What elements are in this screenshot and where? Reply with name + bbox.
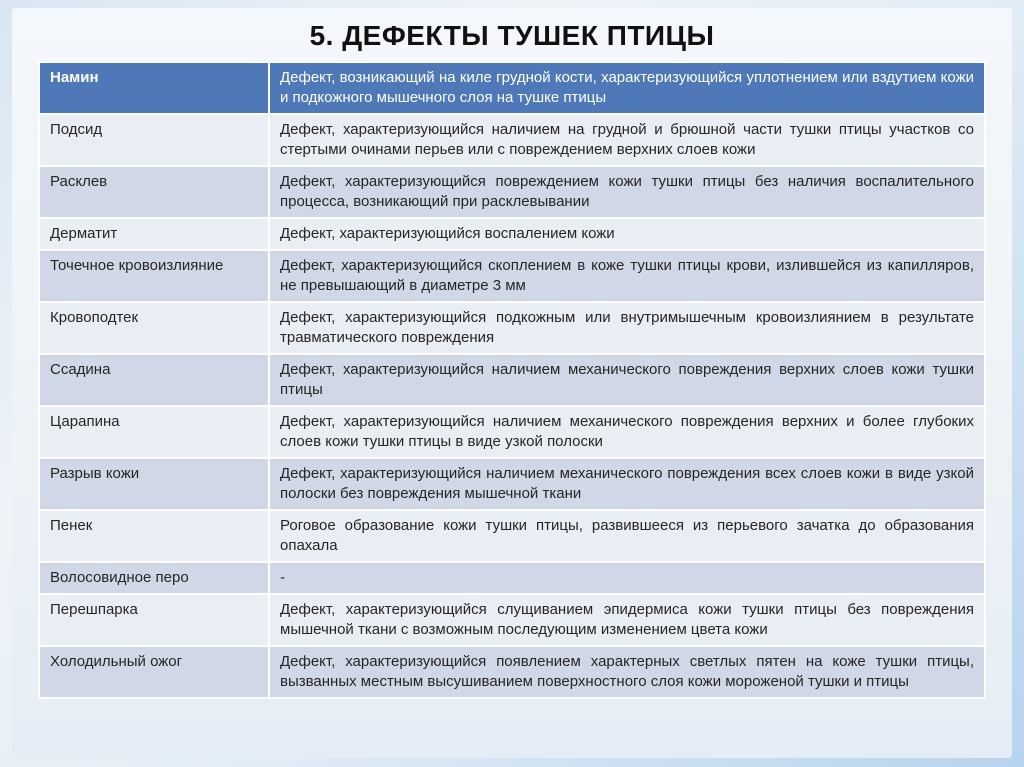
table-row (39, 594, 985, 646)
defect-description-cell: Дефект, характеризующийся наличием на грудной и брюшной части тушки птицы участков со стертыми очинами перьев или с повреждением верхних слоев кожи (269, 114, 985, 166)
defect-description-cell: Дефект, характеризующийся появлением характерных светлых пятен на коже тушки птицы, вызванных местным высушиванием поверхностного слоя кожи мороженой тушки и птицы (269, 646, 985, 698)
defect-description-cell: Роговое образование кожи тушки птицы, развившееся из перьевого зачатка до образования опахала (269, 510, 985, 562)
defect-name-cell: Царапина (39, 406, 269, 458)
defect-description-cell: Дефект, характеризующийся повреждением кожи тушки птицы без наличия воспалительного процесса, возникающий при расклевывании (269, 166, 985, 218)
table-row (39, 166, 985, 218)
defects-table-body (39, 62, 985, 698)
table-row (39, 250, 985, 302)
defect-description-cell: - (269, 562, 985, 594)
defect-description-cell: Дефект, возникающий на киле грудной кости, характеризующийся уплотнением или вздутием кожи и подкожного мышечного слоя на тушке птицы (269, 62, 985, 114)
defect-description-cell: Дефект, характеризующийся подкожным или внутримышечным кровоизлиянием в результате травматического повреждения (269, 302, 985, 354)
defect-name-cell: Ссадина (39, 354, 269, 406)
defect-description-cell: Дефект, характеризующийся наличием механического повреждения верхних слоев кожи тушки птицы (269, 354, 985, 406)
defect-name-cell: Намин (39, 62, 269, 114)
defect-description-cell: Дефект, характеризующийся наличием механического повреждения верхних и более глубоких слоев кожи тушки птицы в виде узкой полоски (269, 406, 985, 458)
table-row (39, 114, 985, 166)
table-row (39, 646, 985, 698)
defect-name-cell: Холодильный ожог (39, 646, 269, 698)
defect-name-cell: Волосовидное перо (39, 562, 269, 594)
table-row (39, 458, 985, 510)
defect-name-cell: Дерматит (39, 218, 269, 250)
defects-table (38, 61, 986, 699)
table-row (39, 406, 985, 458)
table-row (39, 354, 985, 406)
table-header-row (39, 62, 985, 114)
defect-description-cell: Дефект, характеризующийся скоплением в коже тушки птицы крови, излившейся из капилляров, не превышающий в диаметре 3 мм (269, 250, 985, 302)
table-row (39, 218, 985, 250)
table-row (39, 510, 985, 562)
defect-name-cell: Расклев (39, 166, 269, 218)
slide (12, 8, 1012, 758)
defect-name-cell: Подсид (39, 114, 269, 166)
defect-name-cell: Кровоподтек (39, 302, 269, 354)
page-title: 5. ДЕФЕКТЫ ТУШЕК ПТИЦЫ (309, 20, 715, 51)
defect-name-cell: Перешпарка (39, 594, 269, 646)
defect-description-cell: Дефект, характеризующийся наличием механического повреждения всех слоев кожи в виде узкой полоски без повреждения мышечной ткани (269, 458, 985, 510)
table-row (39, 302, 985, 354)
defect-name-cell: Пенек (39, 510, 269, 562)
defect-name-cell: Разрыв кожи (39, 458, 269, 510)
table-row (39, 562, 985, 594)
defect-description-cell: Дефект, характеризующийся воспалением кожи (269, 218, 985, 250)
defect-description-cell: Дефект, характеризующийся слущиванием эпидермиса кожи тушки птицы без повреждения мышечной ткани с возможным последующим изменением цвета кожи (269, 594, 985, 646)
defect-name-cell: Точечное кровоизлияние (39, 250, 269, 302)
